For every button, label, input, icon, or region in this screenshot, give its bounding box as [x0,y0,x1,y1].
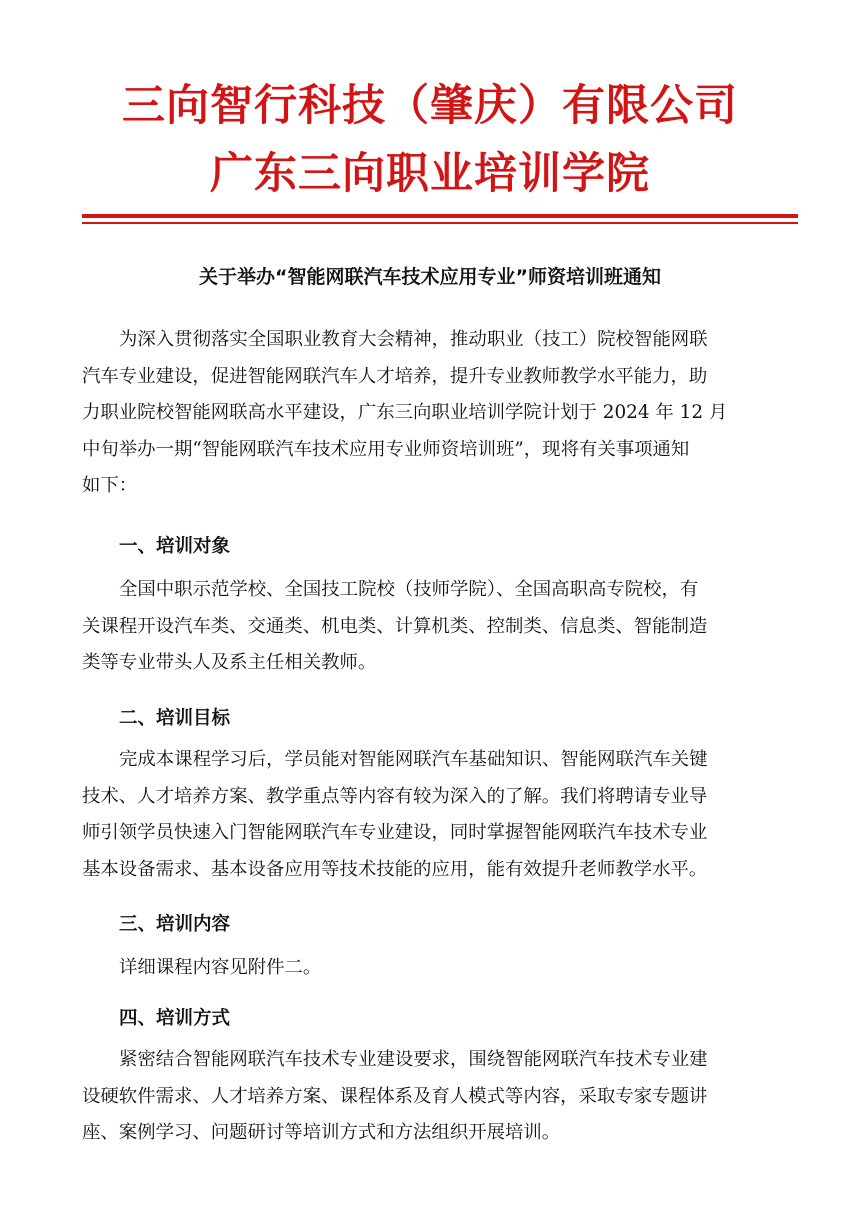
notice-title: 关于举办“智能网联汽车技术应用专业”师资培训班通知 [199,266,661,288]
intro-line: 汽车专业建设，促进智能网联汽车人才培养，提升专业教师教学水平能力，助 [82,365,708,387]
paragraph-line: 师引领学员快速入门智能网联汽车专业建设，同时掌握智能网联汽车技术专业 [82,822,708,843]
section-heading-training-targets: 一、培训对象 [119,536,231,557]
paragraph-line: 详细课程内容见附件二。 [119,957,322,978]
section-heading-training-goals: 二、培训目标 [119,708,231,729]
intro-paragraph [82,322,780,505]
letterhead-rule-thick [82,214,798,218]
section-heading-training-content: 三、培训内容 [119,914,231,935]
paragraph-line: 基本设备需求、基本设备应用等技术技能的应用，能有效提升老师教学水平。 [82,858,708,880]
paragraph-line: 关课程开设汽车类、交通类、机电类、计算机类、控制类、信息类、智能制造 [82,615,708,637]
section-paragraph-training-goals [82,742,780,888]
letterhead-rule-thin [82,222,798,224]
intro-line: 力职业院校智能网联高水平建设，广东三向职业培训学院计划于 2024 年 12 月 [82,402,728,423]
paragraph-line: 设硬软件需求、人才培养方案、课程体系及育人模式等内容，采取专家专题讲 [82,1085,708,1107]
paragraph-line: 座、案例学习、问题研讨等培训方式和方法组织开展培训。 [82,1122,561,1143]
section-heading-training-method: 四、培训方式 [119,1008,231,1029]
paragraph-line: 技术、人才培养方案、教学重点等内容有较为深入的了解。我们将聘请专业导 [82,785,708,807]
paragraph-line: 完成本课程学习后，学员能对智能网联汽车基础知识、智能网联汽车关键 [119,749,708,770]
paragraph-line: 全国中职示范学校、全国技工院校（技师学院）、全国高职高专院校，有 [119,579,699,600]
intro-line: 为深入贯彻落实全国职业教育大会精神，推动职业（技工）院校智能网联 [119,329,708,350]
section-paragraph-training-content [82,950,780,987]
letterhead-institute-name: 广东三向职业培训学院 [210,149,650,199]
section-paragraph-training-targets [82,572,780,682]
section-paragraph-training-method [82,1042,780,1152]
paragraph-line: 类等专业带头人及系主任相关教师。 [82,652,377,673]
intro-line: 如下： [82,475,138,496]
paragraph-line: 紧密结合智能网联汽车技术专业建设要求，围绕智能网联汽车技术专业建 [119,1049,708,1070]
intro-line: 中旬举办一期“智能网联汽车技术应用专业师资培训班”，现将有关事项通知 [82,438,690,460]
letterhead-company-name: 三向智行科技（肇庆）有限公司 [122,81,738,131]
